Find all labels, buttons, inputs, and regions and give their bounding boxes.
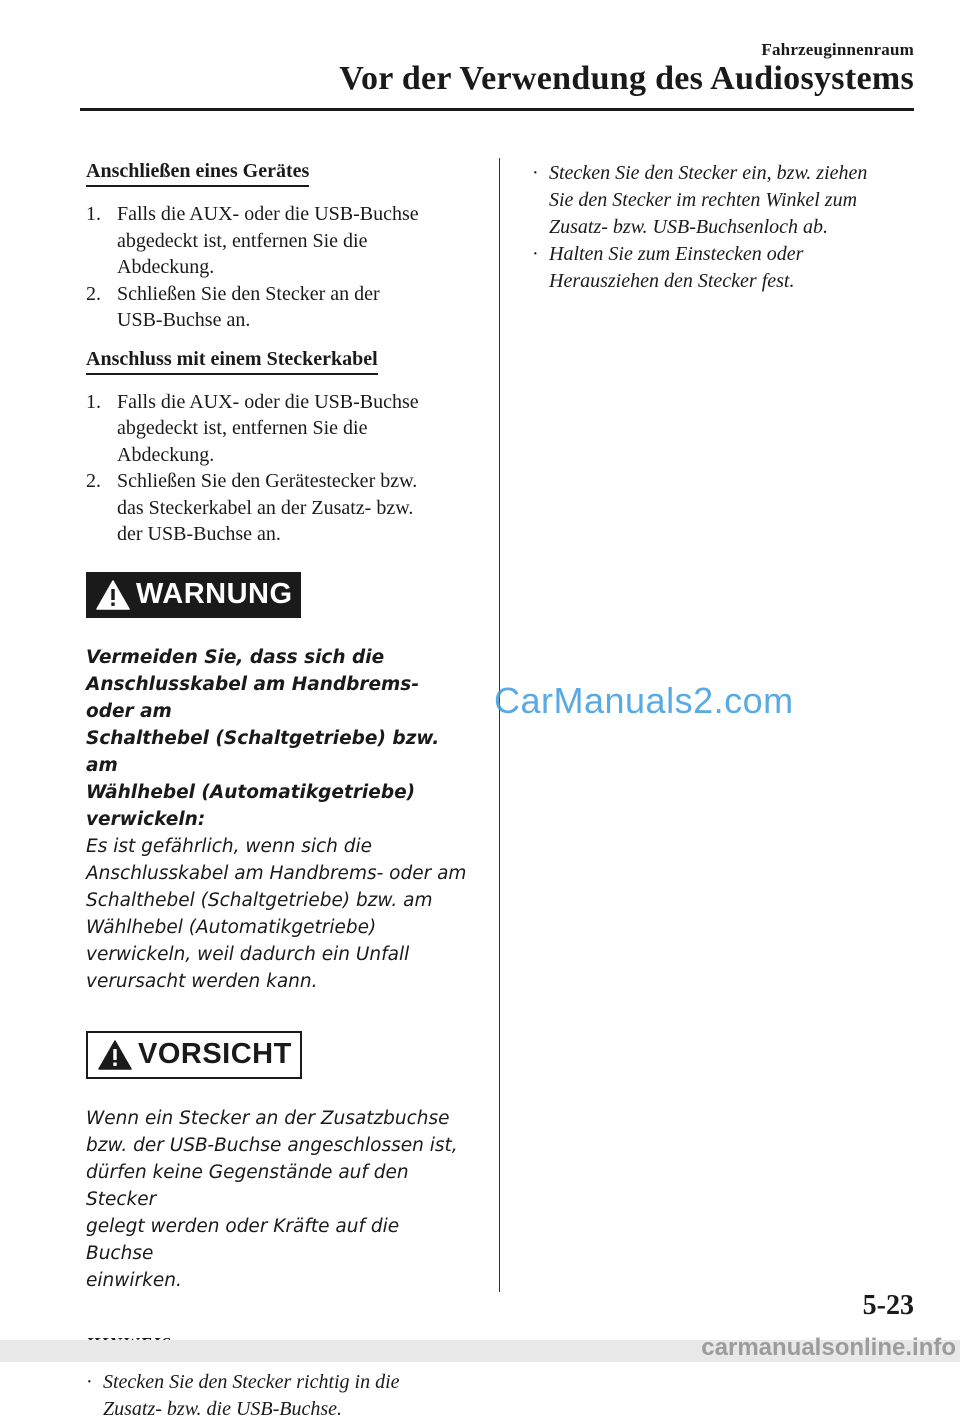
bullet-line: Zusatz- bzw. die USB-Buchse.: [103, 1397, 343, 1420]
step-text: [117, 281, 471, 334]
header-section-label: Fahrzeuginnenraum: [761, 40, 914, 59]
section-heading-cable-connection: Anschluss mit einem Steckerkabel: [86, 348, 378, 375]
step-text: [117, 389, 471, 469]
bullet-line: Sie den Stecker im rechten Winkel zum: [549, 189, 858, 211]
warning-bold-line: Vermeiden Sie, dass sich die: [86, 646, 385, 668]
step-line: abgedeckt ist, entfernen Sie die: [117, 229, 368, 252]
caution-line: bzw. der USB-Buchse angeschlossen ist,: [86, 1134, 458, 1156]
step-text: [117, 201, 471, 281]
step-item: [86, 281, 471, 334]
right-column: [532, 160, 922, 295]
step-line: Abdeckung.: [117, 443, 215, 466]
step-item: [86, 468, 471, 548]
warning-bold-line: Schalthebel (Schaltgetriebe) bzw. am: [86, 727, 440, 776]
step-line: Falls die AUX- oder die USB-Buchse: [117, 203, 419, 225]
bullet-line: Halten Sie zum Einstecken oder: [549, 243, 804, 265]
header-rule: [80, 108, 914, 111]
bullet-text: [549, 160, 867, 241]
step-line: das Steckerkabel an der Zusatz- bzw.: [117, 496, 414, 519]
warning-line: Schalthebel (Schaltgetriebe) bzw. am: [86, 889, 433, 911]
step-line: Schließen Sie den Stecker an der: [117, 282, 380, 305]
bullet-text: [549, 241, 803, 295]
step-number: 2.: [86, 282, 101, 305]
step-item: [86, 389, 471, 469]
warning-bold-line: verwickeln:: [86, 808, 206, 830]
footer-watermark[interactable]: carmanualsonline.info: [701, 1334, 956, 1361]
step-item: [86, 201, 471, 281]
caution-line: dürfen keine Gegenstände auf den Stecker: [86, 1161, 409, 1210]
step-line: Schließen Sie den Gerätestecker bzw.: [117, 470, 418, 492]
left-column: [86, 160, 471, 1423]
caution-line: einwirken.: [86, 1269, 182, 1291]
page-number: 5-23: [862, 1290, 914, 1321]
step-number: 1.: [86, 203, 101, 225]
bullet-dot: ·: [86, 1370, 93, 1393]
watermark-link[interactable]: CarManuals2.com: [494, 680, 794, 721]
step-line: Abdeckung.: [117, 256, 215, 278]
warning-line: Es ist gefährlich, wenn sich die: [86, 835, 373, 857]
warning-text: [86, 644, 471, 995]
step-line: Falls die AUX- oder die USB-Buchse: [117, 390, 419, 413]
warning-bold-line: Anschlusskabel am Handbrems- oder am: [86, 673, 419, 722]
bullet-dot: ·: [532, 243, 539, 265]
warning-label: WARNUNG: [136, 578, 293, 610]
steps-cable-connection: [86, 389, 471, 548]
column-divider: [499, 158, 500, 1292]
page-title: Vor der Verwendung des Audiosystems: [339, 60, 914, 97]
caution-badge: [86, 1031, 302, 1079]
warning-line: verursacht werden kann.: [86, 970, 318, 992]
note-bullets: [86, 1369, 471, 1423]
note-bullet: [86, 1369, 471, 1423]
bullet-dot: ·: [532, 162, 539, 184]
section-heading-connect-device: Anschließen eines Gerätes: [86, 160, 309, 187]
warning-badge: [86, 572, 301, 618]
warning-line: Wählhebel (Automatikgetriebe): [86, 916, 377, 938]
step-line: USB-Buchse an.: [117, 309, 251, 331]
step-number: 2.: [86, 470, 101, 492]
caution-text: [86, 1105, 471, 1294]
caution-label: VORSICHT: [138, 1038, 292, 1070]
note-bullet: [532, 241, 922, 295]
step-line: abgedeckt ist, entfernen Sie die: [117, 417, 368, 439]
bullet-line: Herausziehen den Stecker fest.: [549, 270, 795, 292]
warning-triangle-icon: [96, 580, 130, 610]
warning-line: Anschlusskabel am Handbrems- oder am: [86, 862, 467, 884]
caution-line: Wenn ein Stecker an der Zusatzbuchse: [86, 1107, 450, 1129]
right-bullets: [532, 160, 922, 295]
bullet-line: Stecken Sie den Stecker richtig in die: [103, 1370, 400, 1393]
warning-bold-line: Wählhebel (Automatikgetriebe): [86, 781, 416, 803]
note-bullet: [532, 160, 922, 241]
step-text: [117, 468, 471, 548]
caution-triangle-icon: [98, 1040, 132, 1070]
step-line: der USB-Buchse an.: [117, 523, 281, 545]
bullet-text: [103, 1369, 400, 1423]
step-number: 1.: [86, 390, 101, 413]
steps-connect-device: [86, 201, 471, 334]
bullet-line: Stecken Sie den Stecker ein, bzw. ziehen: [549, 162, 868, 184]
caution-line: gelegt werden oder Kräfte auf die Buchse: [86, 1215, 400, 1264]
warning-line: verwickeln, weil dadurch ein Unfall: [86, 943, 410, 965]
bullet-line: Zusatz- bzw. USB-Buchsenloch ab.: [549, 216, 829, 238]
